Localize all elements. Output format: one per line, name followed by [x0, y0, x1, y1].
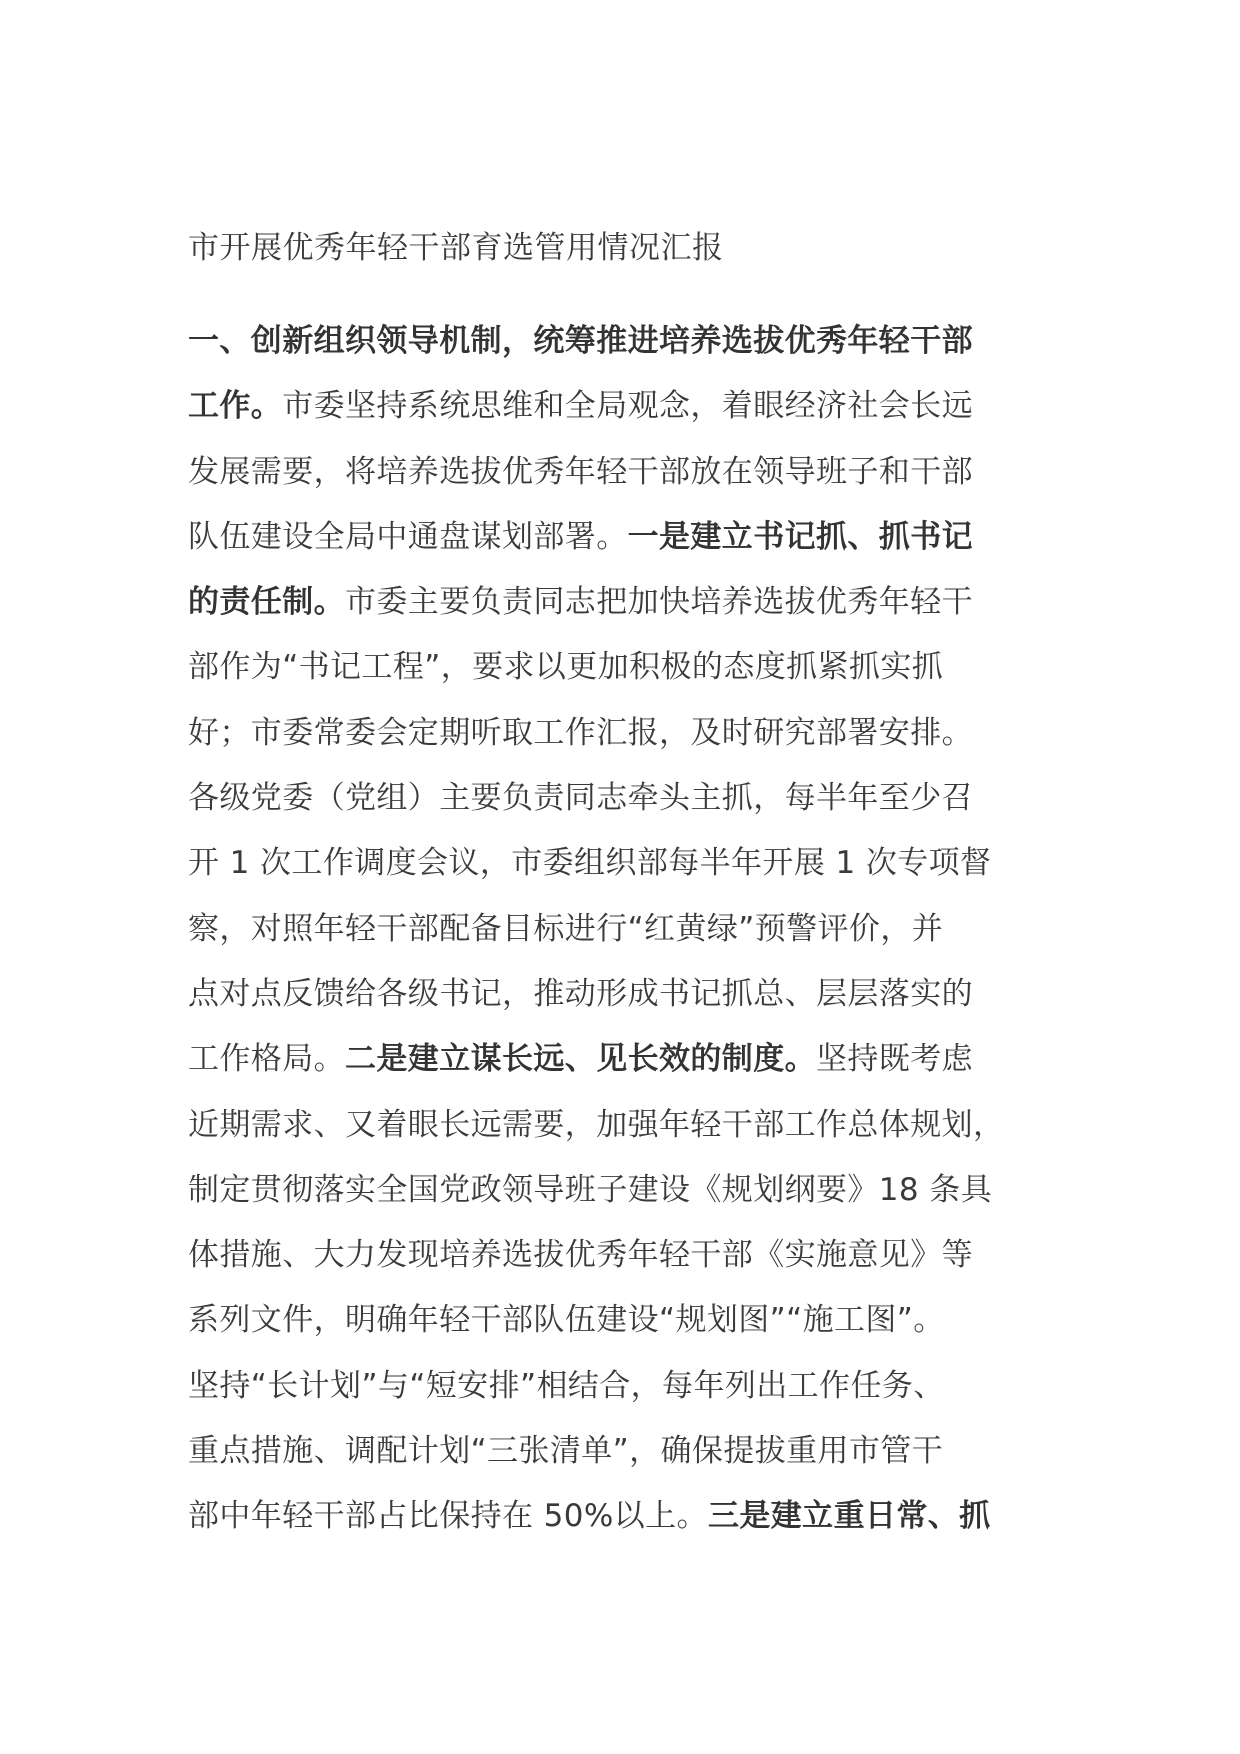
text-run: 体措施、大力发现培养选拔优秀年轻干部《实施意见》等	[188, 1237, 973, 1274]
text-run: 制定贯彻落实全国党政领导班子建设《规划纲要》18 条具	[188, 1171, 993, 1208]
text-run: 坚持既考虑	[816, 1041, 973, 1078]
text-line	[188, 380, 1058, 445]
text-run: 部中年轻干部占比保持在 50%以上。	[188, 1498, 708, 1535]
text-line	[188, 1294, 1058, 1359]
text-line	[188, 707, 1058, 772]
text-line	[188, 1099, 1058, 1164]
text-line	[188, 641, 1058, 706]
document-body	[188, 315, 1058, 1556]
text-line	[188, 837, 1058, 902]
text-line	[188, 1360, 1058, 1425]
bold-text-run: 三是建立重日常、抓	[707, 1498, 991, 1535]
text-run: 各级党委（党组）主要负责同志牵头主抓，每半年至少召	[188, 780, 973, 817]
text-run: 开 1 次工作调度会议，市委组织部每半年开展 1 次专项督	[188, 845, 992, 882]
text-run: 察，对照年轻干部配备目标进行“红黄绿”预警评价，并	[188, 910, 944, 947]
text-run: 部作为“书记工程”，要求以更加积极的态度抓紧抓实抓	[188, 649, 944, 686]
bold-text-run: 一是建立书记抓、抓书记	[627, 518, 974, 555]
text-line	[188, 511, 1058, 576]
text-run: 市委主要负责同志把加快培养选拔优秀年轻干	[345, 584, 973, 621]
text-run: 坚持“长计划”与“短安排”相结合，每年列出工作任务、	[188, 1367, 945, 1404]
bold-text-run: 一、创新组织领导机制，统筹推进培养选拔优秀年轻干部	[188, 323, 973, 359]
text-line	[188, 1033, 1058, 1098]
text-line	[188, 968, 1058, 1033]
text-run: 系列文件，明确年轻干部队伍建设“规划图”“施工图”。	[188, 1302, 945, 1339]
text-run: 点对点反馈给各级书记，推动形成书记抓总、层层落实的	[188, 975, 973, 1012]
text-line	[188, 1229, 1058, 1294]
text-run: 队伍建设全局中通盘谋划部署。	[188, 518, 628, 555]
text-line	[188, 1425, 1058, 1490]
text-line	[188, 446, 1058, 511]
text-line	[188, 576, 1058, 641]
document-title: 市开展优秀年轻干部育选管用情况汇报	[188, 230, 724, 266]
text-run: 发展需要，将培养选拔优秀年轻干部放在领导班子和干部	[188, 453, 973, 490]
text-line	[188, 315, 1058, 380]
bold-text-run: 工作。	[188, 388, 283, 425]
bold-text-run: 的责任制。	[188, 584, 345, 621]
text-line	[188, 1164, 1058, 1229]
text-line	[188, 772, 1058, 837]
bold-text-run: 二是建立谋长远、见长效的制度。	[345, 1041, 816, 1078]
text-line	[188, 903, 1058, 968]
text-run: 近期需求、又着眼长远需要，加强年轻干部工作总体规划，	[188, 1106, 1005, 1143]
text-run: 工作格局。	[188, 1041, 345, 1078]
text-line	[188, 1490, 1058, 1555]
text-run: 重点措施、调配计划“三张清单”，确保提拔重用市管干	[188, 1433, 944, 1470]
text-run: 好；市委常委会定期听取工作汇报，及时研究部署安排。	[188, 714, 973, 751]
text-run: 市委坚持系统思维和全局观念，着眼经济社会长远	[282, 388, 974, 425]
